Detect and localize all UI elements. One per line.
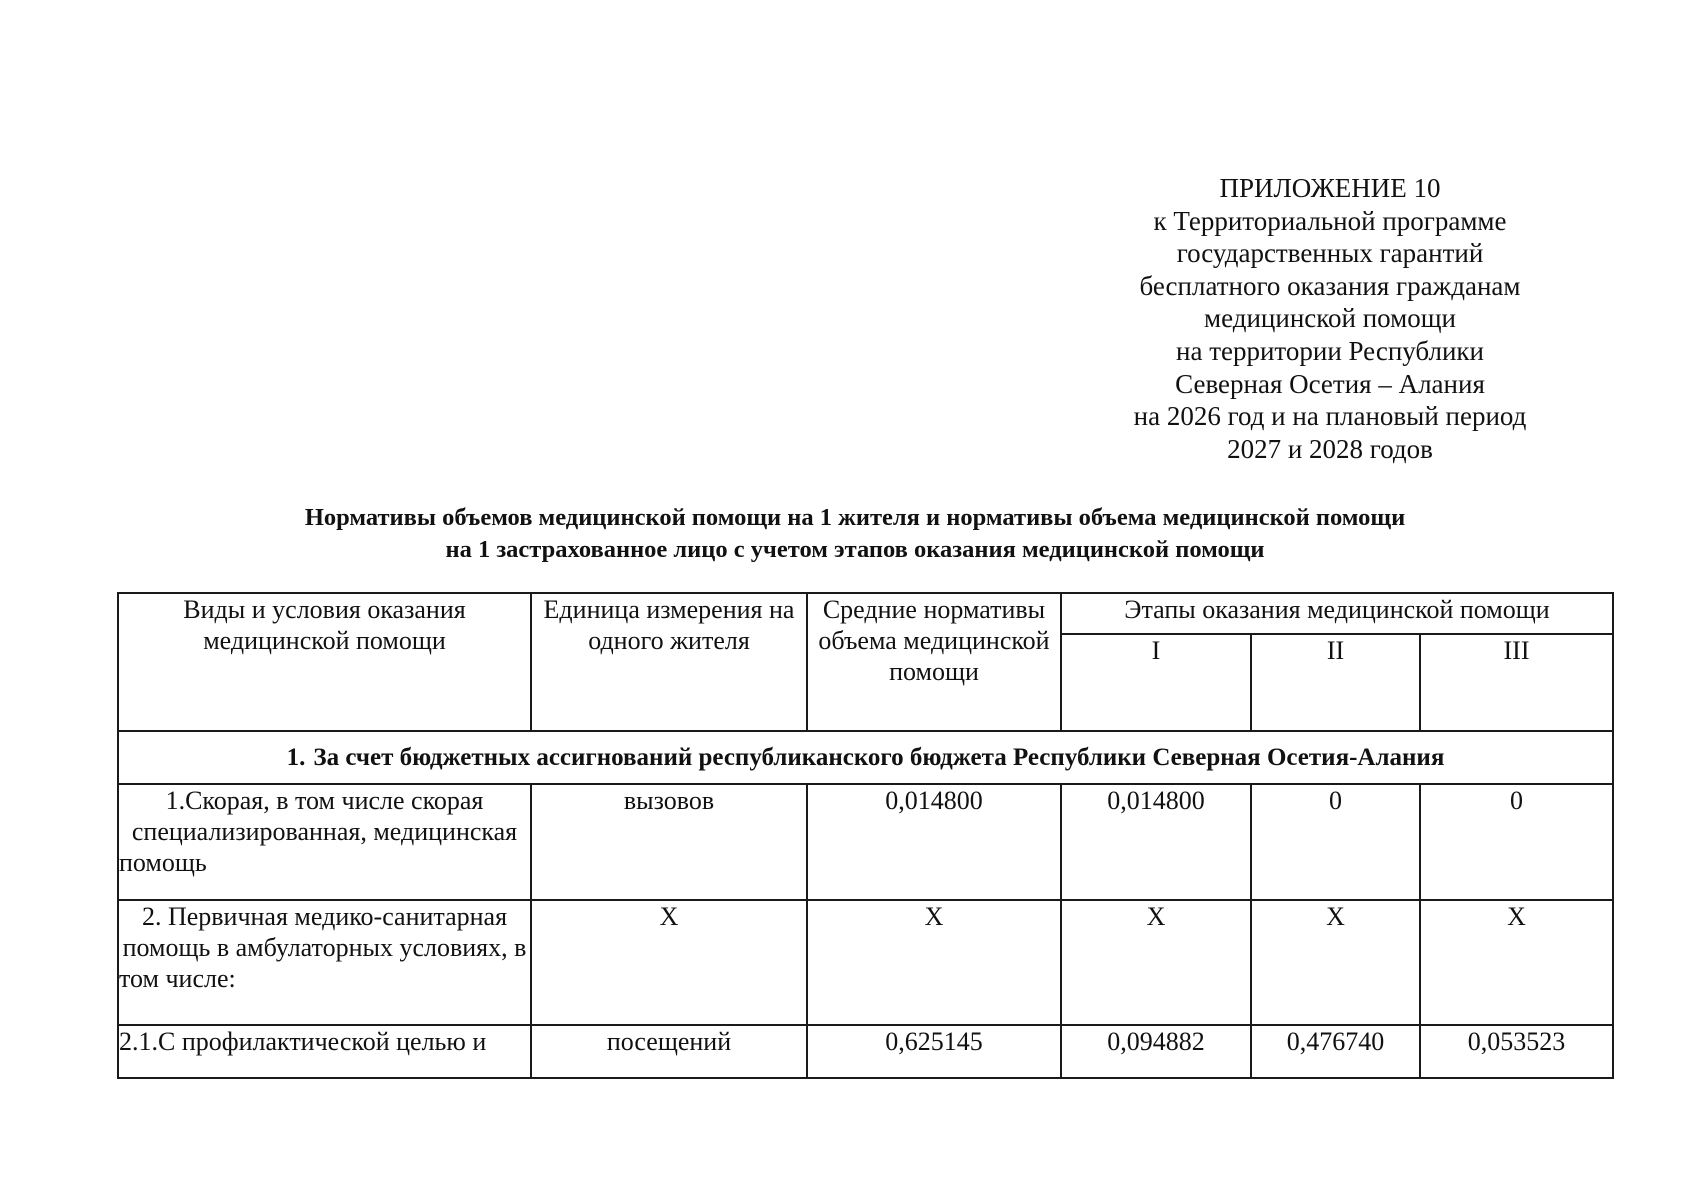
row-avg: 0,014800 [807, 784, 1061, 900]
row-stage-1: Х [1061, 900, 1251, 1025]
row-stage-2: Х [1251, 900, 1420, 1025]
header-unit: Единица измерения на одного жителя [531, 593, 807, 731]
header-stage-1: I [1061, 634, 1251, 731]
section-row [118, 731, 1613, 784]
section-heading [118, 731, 1613, 784]
row-stage-3: 0 [1420, 784, 1613, 900]
row-unit: посещений [531, 1025, 807, 1078]
table-row [118, 900, 1613, 1025]
table-row [118, 1025, 1613, 1078]
appendix-header [1080, 172, 1580, 465]
document-title [120, 502, 1590, 566]
header-kind: Виды и условия оказания медицинской помощи [118, 593, 531, 731]
table-header-row [118, 593, 1613, 634]
header-avg: Средние нормативы объема медицинской помощи [807, 593, 1061, 731]
appendix-line: государственных гарантий [1176, 238, 1484, 269]
header-stages: Этапы оказания медицинской помощи [1061, 593, 1613, 634]
table-row [118, 784, 1613, 900]
row-stage-2: 0 [1251, 784, 1420, 900]
document-title-line-2: на 1 застрахованное лицо с учетом этапов оказания медицинской помощи [445, 536, 1265, 563]
appendix-line: медицинской помощи [1204, 303, 1456, 334]
row-stage-1: 0,014800 [1061, 784, 1251, 900]
row-unit: вызовов [531, 784, 807, 900]
header-stage-3: III [1420, 634, 1613, 731]
row-stage-3: Х [1420, 900, 1613, 1025]
header-stage-2: II [1251, 634, 1420, 731]
norms-table [117, 592, 1614, 1079]
appendix-line: 2027 и 2028 годов [1227, 433, 1433, 464]
row-name: 2.1.С профилактической целью и [118, 1025, 531, 1078]
row-avg: Х [807, 900, 1061, 1025]
section-number: 1. [286, 744, 306, 771]
row-name: 2. Первичная медико-санитарная помощь в амбулаторных условиях, в том числе: [118, 900, 531, 1025]
row-stage-3: 0,053523 [1420, 1025, 1613, 1078]
appendix-line: бесплатного оказания гражданам [1139, 270, 1521, 301]
appendix-line: Северная Осетия – Алания [1175, 368, 1485, 399]
row-avg: 0,625145 [807, 1025, 1061, 1078]
row-stage-2: 0,476740 [1251, 1025, 1420, 1078]
appendix-line: на территории Республики [1176, 335, 1484, 366]
section-label: За счет бюджетных ассигнований республиканского бюджета Республики Северная Осетия-Алания [313, 744, 1445, 771]
appendix-line: на 2026 год и на плановый период [1133, 401, 1527, 432]
row-unit: Х [531, 900, 807, 1025]
appendix-line: к Территориальной программе [1153, 205, 1507, 236]
appendix-line: ПРИЛОЖЕНИЕ 10 [1219, 173, 1441, 203]
row-name: 1.Скорая, в том числе скорая специализированная, медицинская помощь [118, 784, 531, 900]
document-title-line-1: Нормативы объемов медицинской помощи на 1 жителя и нормативы объема медицинской помощи [304, 504, 1406, 531]
row-stage-1: 0,094882 [1061, 1025, 1251, 1078]
